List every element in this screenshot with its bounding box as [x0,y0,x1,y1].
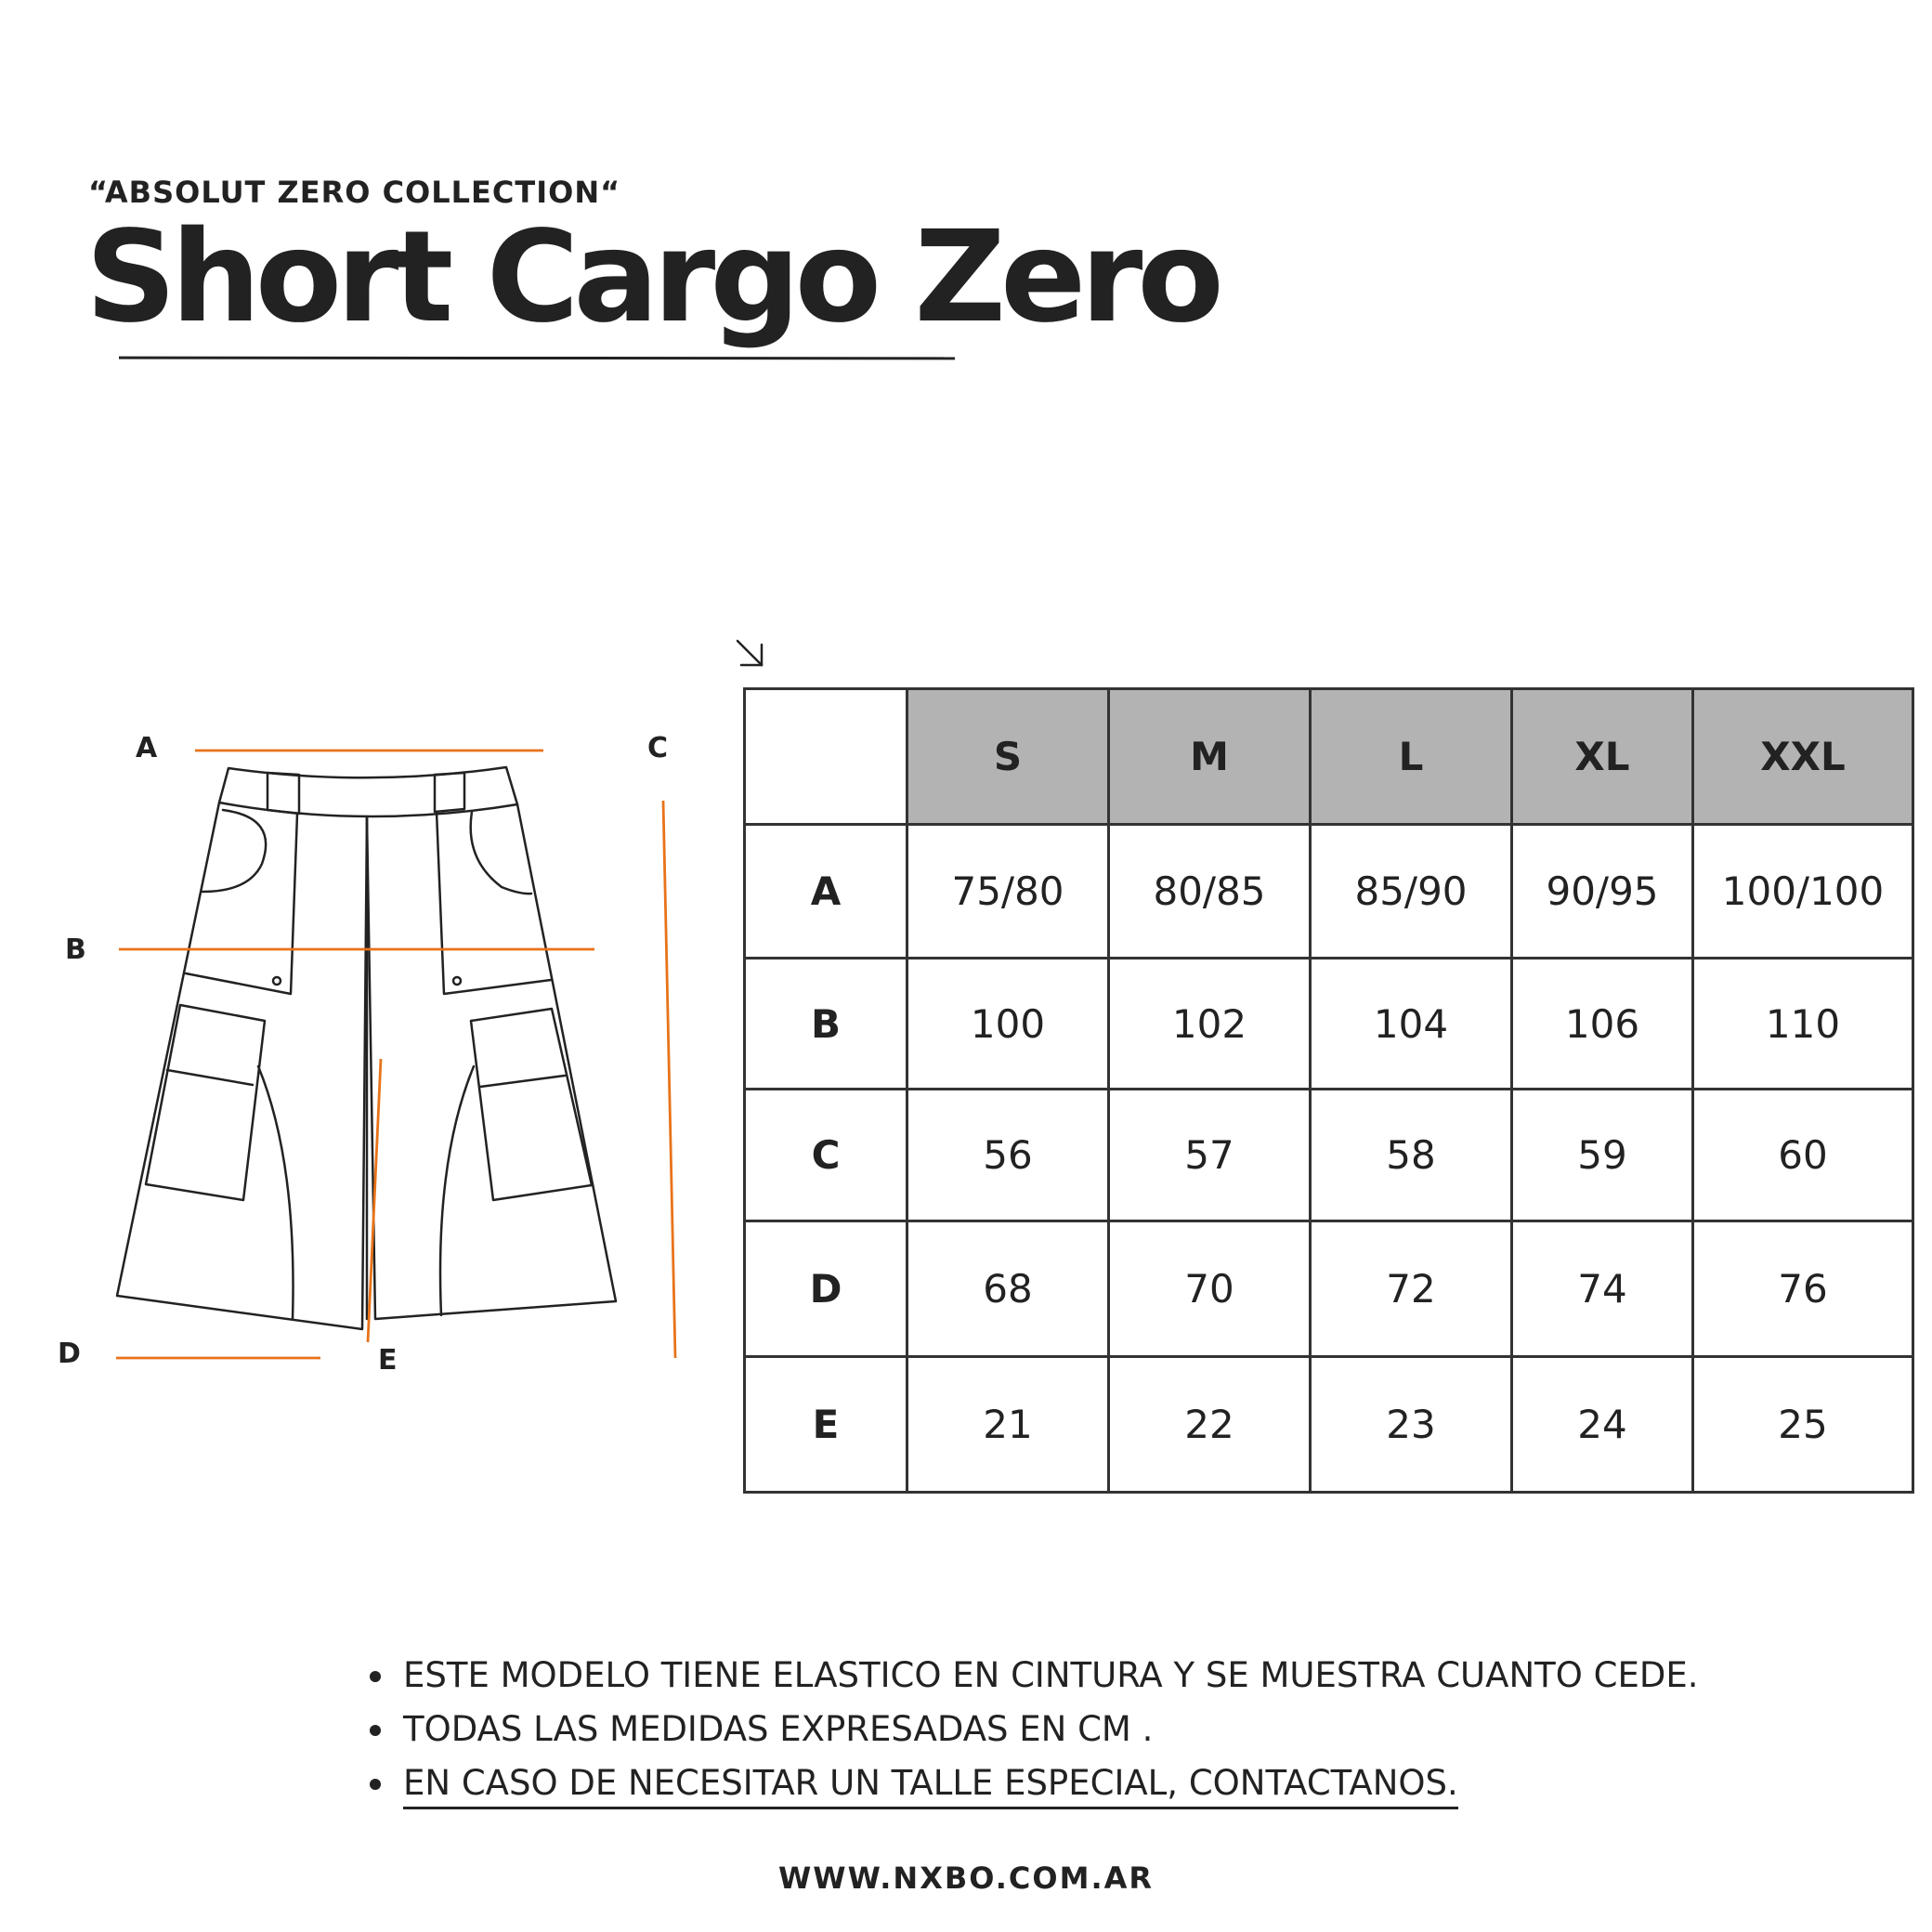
table-cell: 104 [1311,959,1512,1090]
table-row [745,1221,1913,1357]
cargo-pocket-left-flap [167,1070,253,1085]
table-cell: 25 [1693,1357,1913,1493]
note-item-contact[interactable] [370,1756,1698,1810]
left-leg-outline [117,803,367,1329]
bullet-icon [370,1671,381,1682]
size-table [743,687,1914,1494]
front-pocket-left [202,810,266,892]
contact-link[interactable]: EN CASO DE NECESITAR UN TALLE ESPECIAL, CONTACTANOS. [403,1763,1458,1809]
measure-line-c [663,801,675,1358]
table-cell: 102 [1109,959,1311,1090]
side-panel-right [440,1066,474,1315]
table-cell: 100 [907,959,1109,1090]
product-title: Short Cargo Zero [85,204,1219,351]
size-header: XXL [1693,689,1913,825]
snap-right [453,977,461,985]
table-row [745,825,1913,959]
front-pocket-right [471,812,531,894]
table-cell: 75/80 [907,825,1109,959]
table-cell: 68 [907,1221,1109,1357]
website-link[interactable]: WWW.NXBO.COM.AR [777,1860,1155,1896]
collection-subtitle: “ABSOLUT ZERO COLLECTION“ [88,175,621,210]
table-cell: 100/100 [1693,825,1913,959]
row-label: A [745,825,907,959]
belt-loop-right [435,773,464,812]
table-cell: 23 [1311,1357,1512,1493]
table-cell: 76 [1693,1221,1913,1357]
table-cell: 21 [907,1357,1109,1493]
cargo-pocket-left [146,1005,265,1200]
waistband-outline [219,767,517,816]
table-cell: 59 [1512,1090,1693,1221]
snap-left [273,977,281,985]
table-cell: 72 [1311,1221,1512,1357]
flap-seam-left [186,814,297,994]
table-cell: 74 [1512,1221,1693,1357]
belt-loop-left [268,773,299,814]
table-cell: 57 [1109,1090,1311,1221]
dim-label-c: C [647,732,669,764]
notes-list [370,1649,1698,1810]
dim-label-a: A [136,732,158,764]
table-cell: 106 [1512,959,1693,1090]
size-header: L [1311,689,1512,825]
bullet-icon [370,1779,381,1790]
table-row [745,1357,1913,1493]
cargo-pocket-right-flap [480,1076,565,1087]
dim-label-d: D [58,1338,81,1370]
table-cell: 90/95 [1512,825,1693,959]
size-table-corner [745,689,907,825]
side-panel-left [258,1066,294,1319]
note-item [370,1703,1698,1756]
note-text: ESTE MODELO TIENE ELASTICO EN CINTURA Y SE MUESTRA CUANTO CEDE. [403,1655,1699,1695]
dim-label-b: B [65,933,86,966]
title-underline [119,357,955,360]
right-leg-outline [367,804,616,1319]
table-cell: 70 [1109,1221,1311,1357]
table-cell: 110 [1693,959,1913,1090]
cargo-pocket-right [471,1009,592,1200]
table-row [745,959,1913,1090]
row-label: D [745,1221,907,1357]
note-item [370,1649,1698,1703]
row-label: E [745,1357,907,1493]
row-label: B [745,959,907,1090]
table-cell: 58 [1311,1090,1512,1221]
note-text: TODAS LAS MEDIDAS EXPRESADAS EN CM . [403,1709,1154,1749]
table-cell: 22 [1109,1357,1311,1493]
bullet-icon [370,1725,381,1736]
table-cell: 85/90 [1311,825,1512,959]
flap-seam-right [437,812,551,994]
arrow-down-right-icon [734,637,771,674]
measure-line-e [368,1059,381,1342]
table-cell: 24 [1512,1357,1693,1493]
table-cell: 80/85 [1109,825,1311,959]
size-header: S [907,689,1109,825]
size-header: M [1109,689,1311,825]
size-header-row [745,689,1913,825]
table-cell: 56 [907,1090,1109,1221]
row-label: C [745,1090,907,1221]
size-header: XL [1512,689,1693,825]
dim-label-e: E [378,1344,398,1377]
table-cell: 60 [1693,1090,1913,1221]
table-row [745,1090,1913,1221]
